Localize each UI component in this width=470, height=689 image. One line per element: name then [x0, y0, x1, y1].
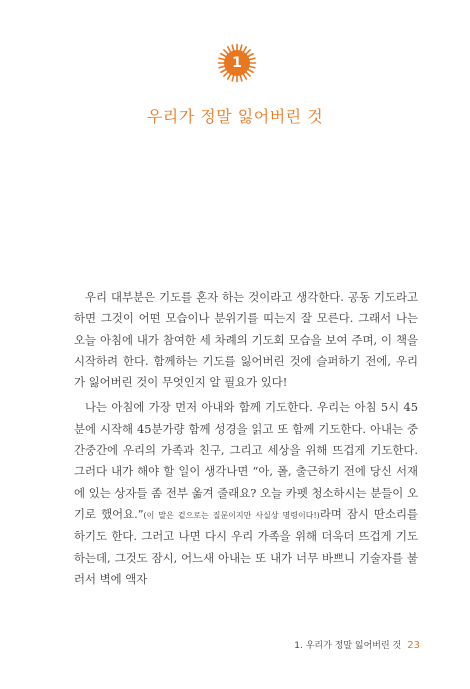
- running-title: 1. 우리가 정말 잃어버린 것: [294, 641, 402, 651]
- body-text: [74, 287, 418, 594]
- chapter-number: 1: [232, 55, 242, 71]
- chapter-title: 우리가 정말 잃어버린 것: [146, 107, 324, 126]
- paragraph-text: 나는 아침에 가장 먼저 아내와 함께 기도한다. 우리는 아침 5시 45분에 시작해 45분가량 함께 성경을 읽고 또 함께 기도한다. 아내는 중간중간에 우리의 가족과 친구, 그리고 세상을 위해 뜨겁게 기도한다. 그러다 내가 해야 할 일이 생각나면 “아, 폴, 출근하기 전에 당신 서재에 있는 상자들 좀 전부 옮겨 줄래요? 오늘 카펫 청소하시는 분들이 오기로 했어요.”: [74, 400, 418, 521]
- page-number: 23: [407, 640, 420, 651]
- paragraph: [74, 287, 418, 393]
- paragraph: [74, 397, 418, 590]
- page-footer: [294, 638, 420, 651]
- paragraph-text: 우리 대부분은 기도를 혼자 하는 것이라고 생각한다. 공동 기도라고 하면 그것이 어떤 모습이나 분위기를 띠는지 잘 모른다. 그래서 나는 오늘 아침에 내가 참여한 세 차례의 기도회 모습을 보여 주며, 이 책을 시작하려 한다. 함께하는 기도를 잃어버린 것에 슬퍼하기 전에, 우리가 잃어버린 것이 무엇인지 알 필요가 있다!: [74, 290, 418, 390]
- parenthetical-note: (이 말은 겉으로는 질문이지만 사실상 명령이다!): [143, 510, 320, 520]
- paragraph-text: 라며 잠시 딴소리를 하기도 한다. 그러고 나면 다시 우리 가족을 위해 더욱더 뜨겁게 기도하는데, 그것도 잠시, 어느새 아내는 또 내가 너무 바쁘니 기술자를 불러서 벽에 액자: [74, 506, 418, 586]
